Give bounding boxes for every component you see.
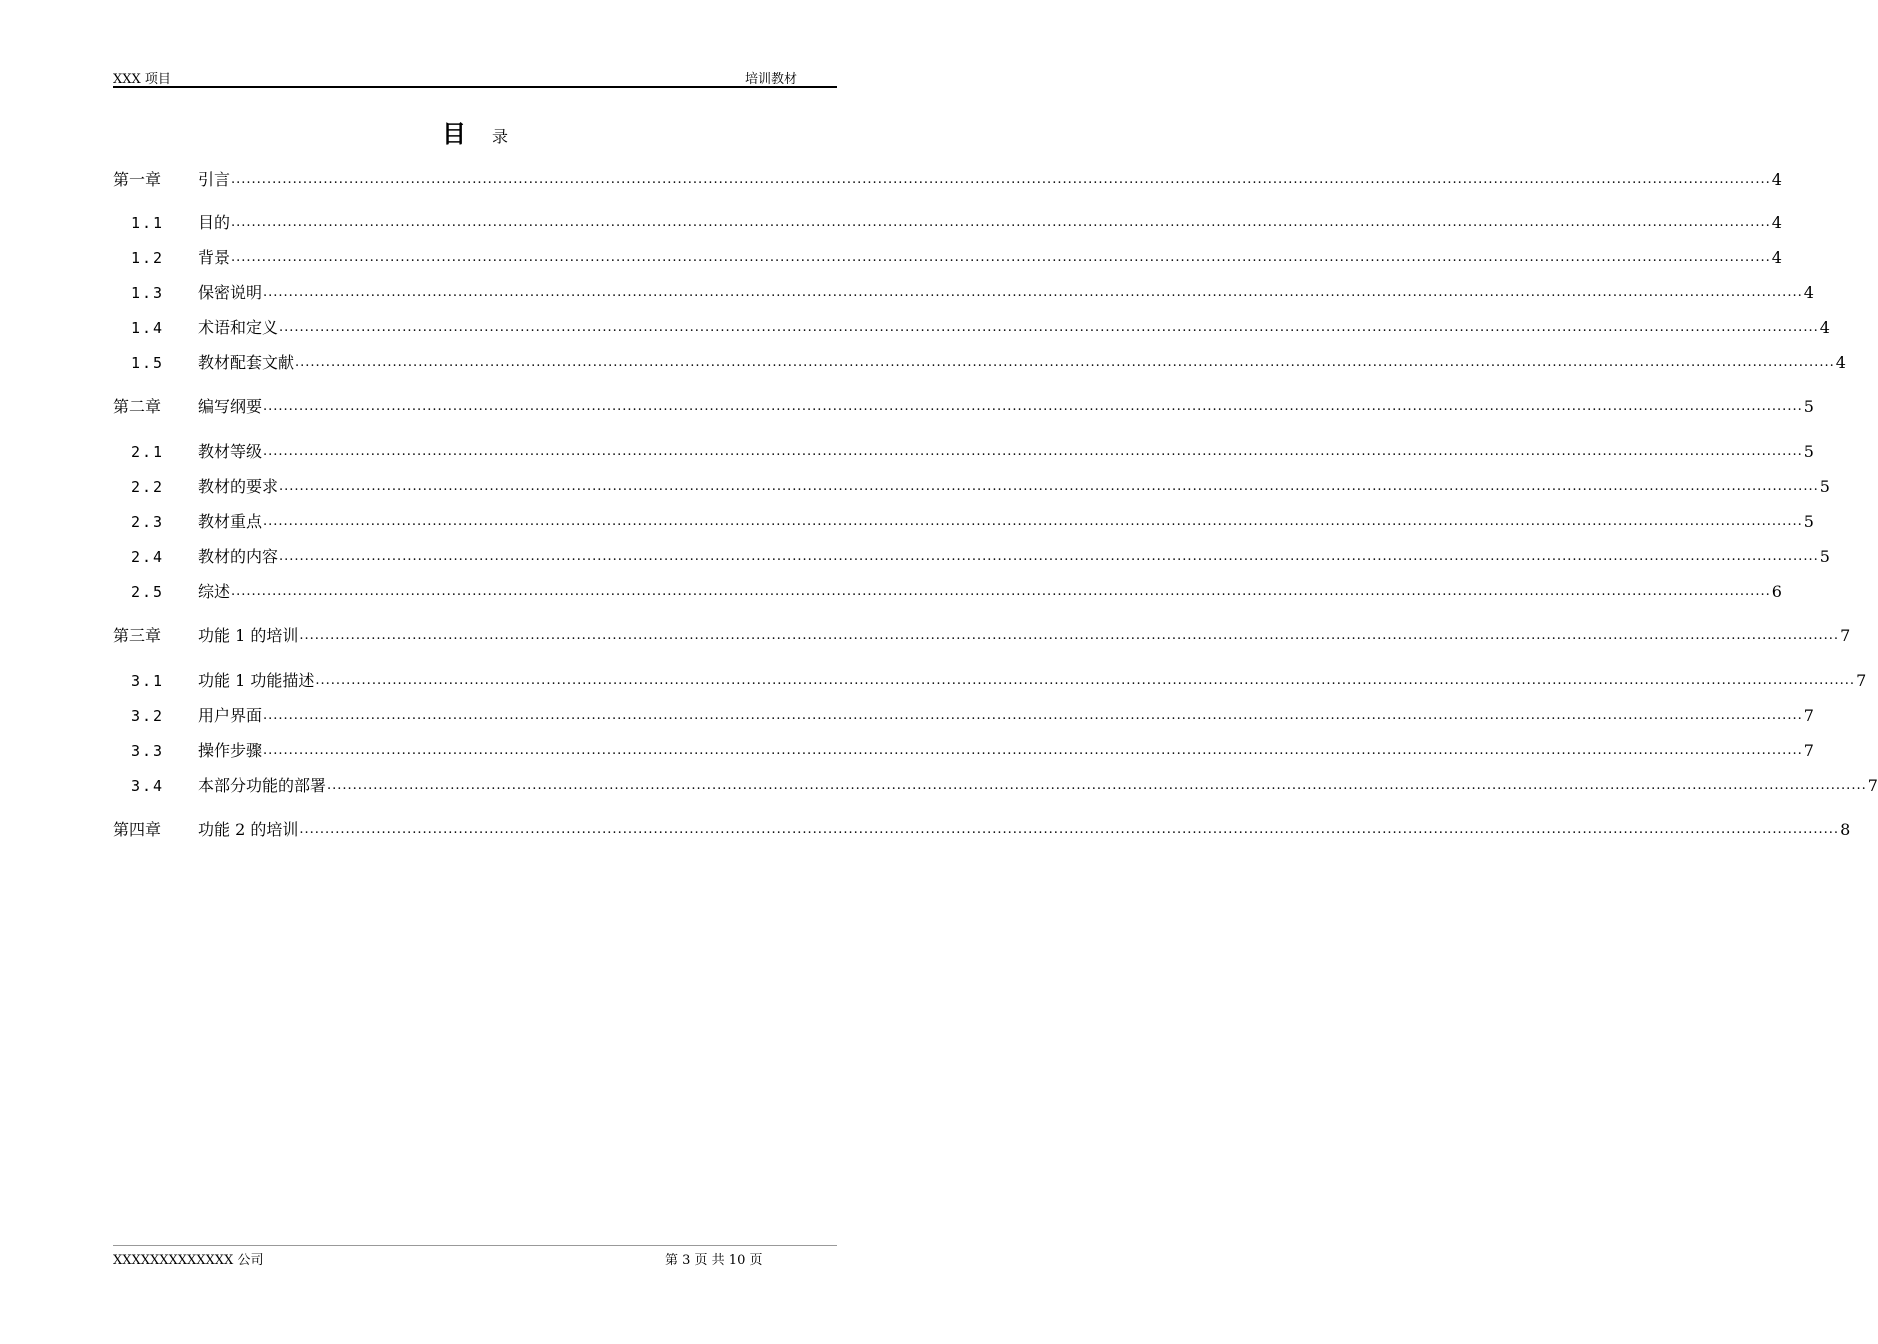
toc-entry[interactable]: [113, 168, 1782, 192]
toc-dot-leader: ............................................................................................................................................................................................................................................................................................................: [263, 743, 1803, 758]
toc-entry-page: 5: [1803, 512, 1814, 531]
toc-entry-number: 3.1: [131, 672, 165, 690]
toc-entry[interactable]: [113, 624, 1851, 648]
toc-entry-number: 第四章: [113, 820, 162, 839]
toc-entry-page: 7: [1840, 626, 1851, 645]
toc-entry[interactable]: [113, 580, 1782, 604]
toc-dot-leader: ............................................................................................................................................................................................................................................................................................................: [231, 584, 1771, 599]
toc-dot-leader: ............................................................................................................................................................................................................................................................................................................: [279, 479, 1819, 494]
toc-entry[interactable]: [113, 739, 1814, 763]
toc-dot-leader: ............................................................................................................................................................................................................................................................................................................: [315, 673, 1856, 688]
toc-entry-title: 保密说明: [198, 283, 263, 302]
toc-dot-leader: ............................................................................................................................................................................................................................................................................................................: [263, 285, 1803, 300]
toc-entry-title: 本部分功能的部署: [198, 776, 327, 795]
toc-entry[interactable]: [113, 281, 1814, 305]
toc-entry-page: 7: [1856, 671, 1867, 690]
toc-entry-page: 5: [1819, 547, 1830, 566]
toc-entry-page: 4: [1835, 353, 1846, 372]
toc-entry-title: 功能 1 的培训: [198, 626, 299, 645]
toc-entry-page: 4: [1803, 283, 1814, 302]
toc-entry-page: 7: [1803, 741, 1814, 760]
toc-entry-title: 教材等级: [198, 442, 263, 461]
footer-pagination: 第 3 页 共 10 页: [665, 1253, 763, 1268]
toc-entry-page: 5: [1819, 477, 1830, 496]
toc-entry-page: 5: [1803, 397, 1814, 416]
toc-entry[interactable]: [113, 669, 1867, 693]
toc-entry[interactable]: [113, 351, 1846, 375]
toc-entry-page: 5: [1803, 442, 1814, 461]
toc-entry-page: 4: [1819, 318, 1830, 337]
page-header: [113, 68, 837, 88]
toc-entry-number: 1.2: [131, 249, 165, 267]
toc-dot-leader: ............................................................................................................................................................................................................................................................................................................: [263, 514, 1803, 529]
toc-entry-page: 4: [1771, 248, 1782, 267]
toc-entry-page: 4: [1771, 170, 1782, 189]
toc-dot-leader: ............................................................................................................................................................................................................................................................................................................: [279, 320, 1819, 335]
toc-dot-leader: ............................................................................................................................................................................................................................................................................................................: [299, 822, 1840, 837]
header-doc-type: 培训教材: [744, 72, 797, 87]
toc-entry[interactable]: [113, 774, 1878, 798]
toc-title-main: 目: [441, 120, 466, 148]
toc-entry-number: 2.1: [131, 443, 165, 461]
toc-entry[interactable]: [113, 395, 1814, 419]
toc-entry[interactable]: [113, 316, 1830, 340]
toc-entry-number: 2.4: [131, 548, 165, 566]
toc-dot-leader: ............................................................................................................................................................................................................................................................................................................: [263, 708, 1803, 723]
header-project: XXX 项目: [113, 72, 171, 87]
toc-entry-page: 6: [1771, 582, 1782, 601]
toc-entry-number: 3.2: [131, 707, 165, 725]
footer-company: XXXXXXXXXXXXX 公司: [113, 1253, 264, 1268]
toc-entry-title: 教材的内容: [198, 547, 279, 566]
toc-entry[interactable]: [113, 475, 1830, 499]
toc-dot-leader: ............................................................................................................................................................................................................................................................................................................: [231, 250, 1771, 265]
toc-entry-number: 第二章: [113, 397, 162, 416]
toc-entry[interactable]: [113, 440, 1814, 464]
toc-entry-title: 功能 2 的培训: [198, 820, 299, 839]
toc-entry-title: 教材的要求: [198, 477, 279, 496]
toc-entry[interactable]: [113, 818, 1851, 842]
toc-entry-title: 功能 1 功能描述: [198, 671, 315, 690]
toc-entry-number: 2.3: [131, 513, 165, 531]
page-footer: [113, 1245, 837, 1269]
toc-title-secondary: 录: [491, 127, 508, 146]
toc-dot-leader: ............................................................................................................................................................................................................................................................................................................: [279, 549, 1819, 564]
toc-entry-number: 1.4: [131, 319, 165, 337]
toc-entry-number: 3.4: [131, 777, 165, 795]
toc-entry-title: 教材配套文献: [198, 353, 295, 372]
toc-entry-number: 2.5: [131, 583, 165, 601]
toc-entry-title: 术语和定义: [198, 318, 279, 337]
toc-entry-title: 用户界面: [198, 706, 263, 725]
toc-dot-leader: ............................................................................................................................................................................................................................................................................................................: [299, 628, 1840, 643]
toc-entry-title: 背景: [198, 248, 231, 267]
toc-entry-page: 7: [1867, 776, 1878, 795]
toc-entry[interactable]: [113, 545, 1830, 569]
toc-entry-number: 1.3: [131, 284, 165, 302]
toc-entry-number: 第三章: [113, 626, 162, 645]
toc-dot-leader: ............................................................................................................................................................................................................................................................................................................: [263, 444, 1803, 459]
toc-entry-title: 操作步骤: [198, 741, 263, 760]
toc-dot-leader: ............................................................................................................................................................................................................................................................................................................: [231, 172, 1771, 187]
toc-entry-number: 1.1: [131, 214, 165, 232]
toc-entry-title: 引言: [198, 170, 231, 189]
toc-entry-number: 1.5: [131, 354, 165, 372]
toc-entry-title: 编写纲要: [198, 397, 263, 416]
toc-entry-number: 第一章: [113, 170, 162, 189]
toc-entry[interactable]: [113, 510, 1814, 534]
toc-entry-page: 4: [1771, 213, 1782, 232]
toc-dot-leader: ............................................................................................................................................................................................................................................................................................................: [231, 215, 1771, 230]
toc-entry-title: 教材重点: [198, 512, 263, 531]
toc-title: [0, 114, 950, 149]
toc-entry[interactable]: [113, 704, 1814, 728]
toc-entry-page: 7: [1803, 706, 1814, 725]
toc-entry[interactable]: [113, 246, 1782, 270]
toc-entry-title: 综述: [198, 582, 231, 601]
toc-dot-leader: ............................................................................................................................................................................................................................................................................................................: [263, 399, 1803, 414]
toc-entry[interactable]: [113, 211, 1782, 235]
toc-dot-leader: ............................................................................................................................................................................................................................................................................................................: [295, 355, 1835, 370]
toc-entry-number: 2.2: [131, 478, 165, 496]
toc-entry-number: 3.3: [131, 742, 165, 760]
toc-entry-page: 8: [1840, 820, 1851, 839]
toc-dot-leader: ............................................................................................................................................................................................................................................................................................................: [327, 778, 1867, 793]
toc-entry-title: 目的: [198, 213, 231, 232]
